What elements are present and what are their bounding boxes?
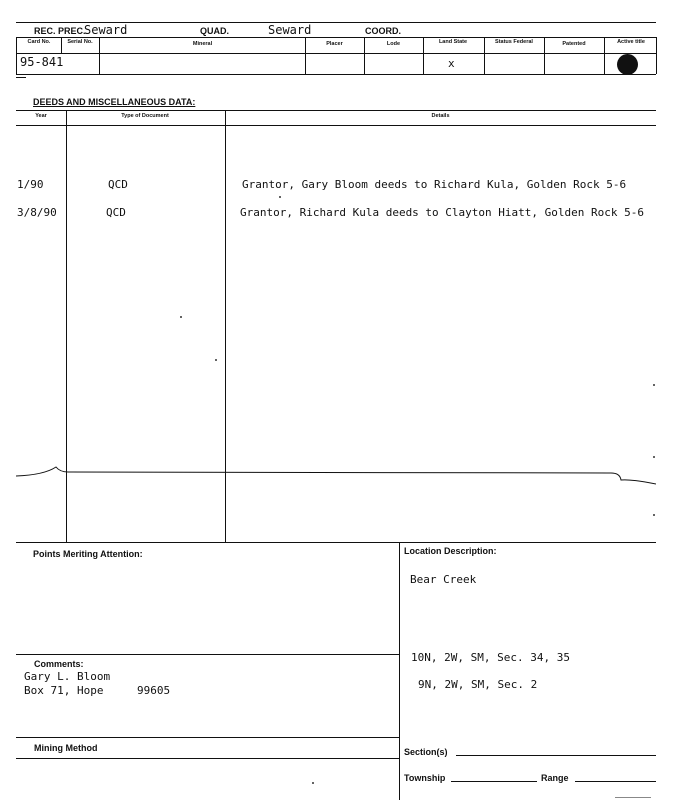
location-description-value: Bear Creek bbox=[410, 573, 477, 586]
deeds-header-rule bbox=[16, 125, 656, 126]
deed-details: Grantor, Richard Kula deeds to Clayton Hiatt, Golden Rock 5-6 bbox=[240, 206, 644, 219]
header-col-divider bbox=[16, 37, 17, 74]
quad-value: Seward bbox=[268, 23, 312, 37]
township-fill-line bbox=[451, 781, 537, 782]
col-patented: Patented bbox=[562, 41, 586, 47]
mining-method-top-rule bbox=[16, 737, 399, 738]
deed-year: 3/8/90 bbox=[17, 206, 57, 219]
col-land-state: Land State bbox=[438, 39, 468, 45]
points-meriting-attention-label: Points Meriting Attention: bbox=[33, 549, 143, 559]
comments-line-2: Box 71, Hope bbox=[24, 684, 104, 697]
col-mineral: Mineral bbox=[192, 41, 213, 47]
rec-prec-label: REC. PREC. bbox=[34, 26, 86, 36]
comments-label: Comments: bbox=[34, 659, 84, 669]
header-stub-rule bbox=[16, 77, 26, 78]
header-col-divider bbox=[423, 37, 424, 74]
deed-type: QCD bbox=[106, 206, 126, 219]
col-year: Year bbox=[35, 113, 47, 119]
sections-fill-line bbox=[456, 755, 656, 756]
col-status-federal: Status Federal bbox=[495, 39, 533, 45]
col-type-of-document: Type of Document bbox=[121, 113, 169, 119]
range-fill-line bbox=[575, 781, 656, 782]
location-description-label: Location Description: bbox=[404, 546, 497, 556]
comments-line-1: Gary L. Bloom bbox=[24, 670, 111, 683]
deed-details: Grantor, Gary Bloom deeds to Richard Kula, Golden Rock 5-6 bbox=[242, 178, 627, 191]
header-col-divider bbox=[656, 37, 657, 74]
deeds-section-title: DEEDS AND MISCELLANEOUS DATA: bbox=[33, 97, 196, 107]
scan-dash bbox=[615, 797, 651, 798]
coord-label: COORD. bbox=[365, 26, 401, 36]
col-active-title: Active title bbox=[617, 39, 645, 45]
township-line-1: 10N, 2W, SM, Sec. 34, 35 bbox=[411, 651, 570, 664]
header-rule-2 bbox=[16, 37, 656, 38]
scan-speck bbox=[279, 196, 281, 198]
header-col-divider bbox=[604, 37, 605, 74]
comments-zip: 99605 bbox=[137, 684, 171, 697]
fold-line bbox=[16, 462, 656, 492]
comments-top-rule bbox=[16, 654, 399, 655]
header-col-divider bbox=[61, 37, 62, 53]
col-card-no: Card No. bbox=[27, 39, 51, 45]
active-title-mark bbox=[617, 54, 638, 75]
col-details: Details bbox=[431, 113, 450, 119]
deeds-top-rule bbox=[16, 110, 656, 111]
deed-type: QCD bbox=[108, 178, 128, 191]
rec-prec-value: Seward bbox=[84, 23, 128, 37]
quad-label: QUAD. bbox=[200, 26, 229, 36]
deed-year: 1/90 bbox=[17, 178, 44, 191]
scan-speck bbox=[215, 359, 217, 361]
land-state-mark: x bbox=[448, 57, 455, 70]
township-label: Township bbox=[404, 773, 446, 783]
scan-speck bbox=[180, 316, 182, 318]
mining-method-label: Mining Method bbox=[34, 743, 98, 753]
mining-method-bottom-rule bbox=[16, 758, 399, 759]
col-serial-no: Serial No. bbox=[67, 39, 93, 45]
range-label: Range bbox=[541, 773, 569, 783]
deeds-bottom-rule bbox=[16, 542, 656, 543]
card-number-value: 95-841 bbox=[20, 55, 64, 69]
township-line-2: 9N, 2W, SM, Sec. 2 bbox=[418, 678, 538, 691]
header-col-divider bbox=[484, 37, 485, 74]
sections-label: Section(s) bbox=[404, 747, 448, 757]
col-lode: Lode bbox=[386, 41, 401, 47]
scan-speck bbox=[653, 456, 655, 458]
header-rule-4 bbox=[16, 74, 656, 75]
bottom-col-divider bbox=[399, 542, 400, 800]
scan-speck bbox=[653, 514, 655, 516]
scan-speck bbox=[653, 384, 655, 386]
scan-speck bbox=[312, 782, 314, 784]
header-rule-3 bbox=[16, 53, 656, 54]
col-placer: Placer bbox=[326, 41, 343, 47]
